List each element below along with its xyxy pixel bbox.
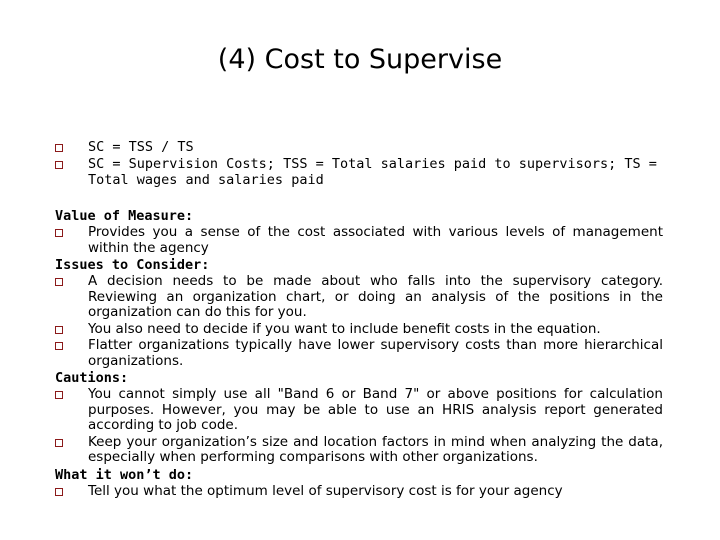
section-heading-cautions: Cautions:: [55, 370, 129, 386]
section-heading-value: Value of Measure:: [55, 208, 194, 224]
list-item: [55, 322, 663, 338]
square-bullet-icon: [55, 439, 63, 447]
square-bullet-icon: [55, 391, 63, 399]
square-bullet-icon: [55, 342, 63, 350]
formula-item: [55, 156, 675, 189]
list-item-text: You cannot simply use all "Band 6 or Band 7" or above positions for calculation purposes. However, you may be able to use an HRIS analysis report generated according to job code.: [88, 386, 663, 433]
list-item: [55, 225, 663, 256]
list-item-text: A decision needs to be made about who falls into the supervisory category. Reviewing an organization chart, or doing an analysis of the positions in the organization can do this for you.: [88, 273, 663, 320]
list-item-text: Flatter organizations typically have lower supervisory costs than more hierarchical organizations.: [88, 337, 663, 369]
square-bullet-icon: [55, 161, 63, 169]
square-bullet-icon: [55, 229, 63, 237]
section-heading-wont-do: What it won’t do:: [55, 466, 194, 483]
formula-list: [55, 139, 675, 189]
list-item-text: Provides you a sense of the cost associated with various levels of management within the agency: [88, 224, 663, 256]
list-item: [55, 435, 663, 466]
square-bullet-icon: [55, 488, 63, 496]
square-bullet-icon: [55, 326, 63, 334]
list-item: [55, 387, 663, 434]
list-item-text: Tell you what the optimum level of supervisory cost is for your agency: [88, 482, 563, 499]
square-bullet-icon: [55, 144, 63, 152]
list-item: [55, 274, 663, 321]
page-title: (4) Cost to Supervise: [217, 44, 503, 75]
list-item: [55, 484, 663, 500]
list-item-text: Keep your organization’s size and location factors in mind when analyzing the data, especially when performing comparisons with other organizations.: [88, 433, 663, 465]
content-body: [55, 207, 663, 500]
section-heading-issues: Issues to Consider:: [55, 257, 210, 273]
formula-item: [55, 139, 675, 156]
formula-text: SC = TSS / TS: [88, 139, 194, 155]
list-item-text: You also need to decide if you want to include benefit costs in the equation.: [88, 320, 601, 337]
square-bullet-icon: [55, 278, 63, 286]
list-item: [55, 338, 663, 369]
formula-definitions: SC = Supervision Costs; TSS = Total salaries paid to supervisors; TS = Total wages and salaries paid: [88, 155, 657, 188]
